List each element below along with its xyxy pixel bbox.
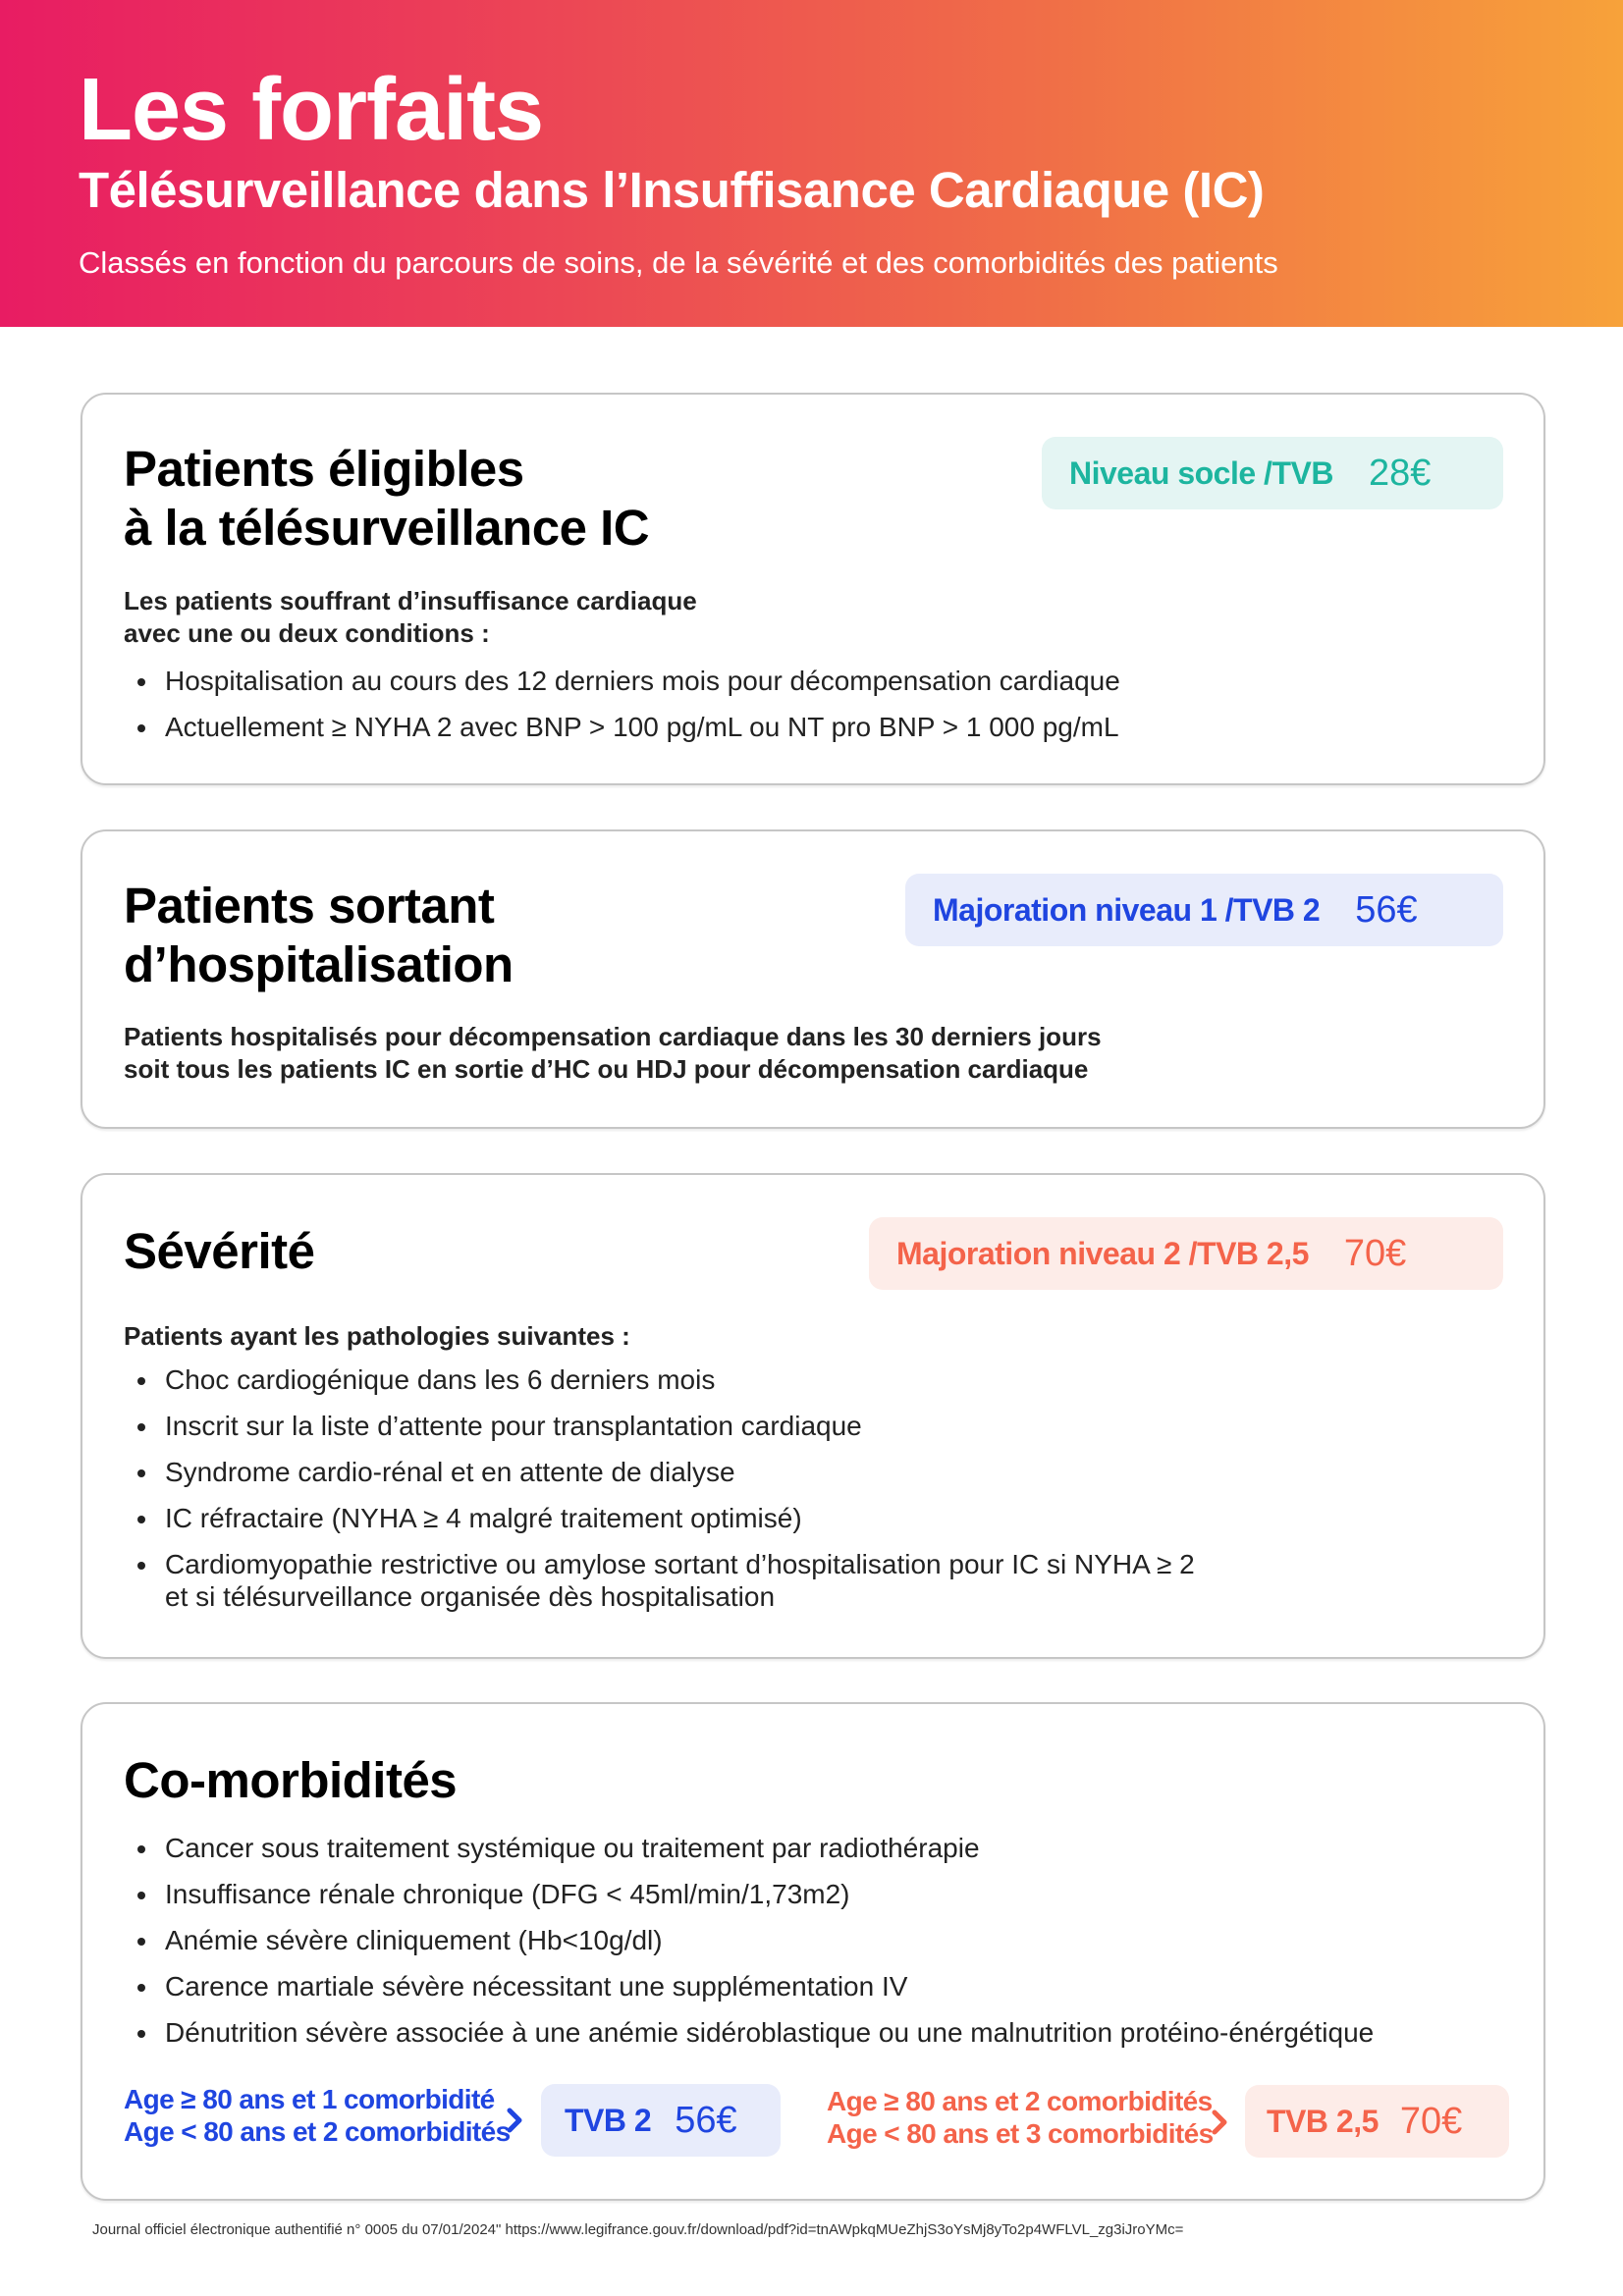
card-title-line-2: à la télésurveillance IC — [124, 500, 650, 556]
lead-line-1: Patients hospitalisés pour décompensation cardiaque dans les 30 derniers jours — [124, 1022, 1102, 1051]
chevron-right-icon — [501, 2101, 528, 2140]
list-item-continuation: et si télésurveillance organisée dès hospitalisation — [165, 1581, 776, 1612]
card-lead-text — [124, 1320, 630, 1353]
price-badge-majoration-1 — [905, 874, 1503, 946]
list-item: Actuellement ≥ NYHA 2 avec BNP > 100 pg/mL ou NT pro BNP > 1 000 pg/mL — [124, 711, 1120, 743]
card-post-hospitalisation — [81, 829, 1545, 1129]
lead-line-2: soit tous les patients IC en sortie d’HC ou HDJ pour décompensation cardiaque — [124, 1054, 1089, 1084]
page-subtitle: Télésurveillance dans l’Insuffisance Cardiaque (IC) — [79, 162, 1265, 218]
list-item: Choc cardiogénique dans les 6 derniers mois — [124, 1363, 1195, 1396]
badge-price: 70€ — [1399, 2100, 1463, 2142]
card-comorbidities — [81, 1702, 1545, 2201]
card-title-line-1: Patients éligibles — [124, 441, 524, 497]
price-badge-majoration-2 — [869, 1217, 1503, 1290]
badge-label: Majoration niveau 1 /TVB 2 — [933, 891, 1321, 928]
card-title — [124, 1222, 314, 1281]
list-item: Carence martiale sévère nécessitant une supplémentation IV — [124, 1970, 1374, 2002]
price-badge-tvb25 — [1245, 2085, 1509, 2158]
card-lead-text — [124, 585, 697, 650]
list-item: Dénutrition sévère associée à une anémie sidéroblastique ou une malnutrition protéino-énérgétique — [124, 2016, 1374, 2049]
list-item: Insuffisance rénale chronique (DFG < 45ml/min/1,73m2) — [124, 1878, 1374, 1910]
list-item: Inscrit sur la liste d’attente pour transplantation cardiaque — [124, 1410, 1195, 1442]
list-item-text: Cardiomyopathie restrictive ou amylose sortant d’hospitalisation pour IC si NYHA ≥ 2 — [165, 1549, 1195, 1579]
badge-price: 56€ — [675, 2099, 737, 2141]
price-badge-tvb2 — [541, 2084, 781, 2157]
age-rule-line-2: Age < 80 ans et 3 comorbidités — [827, 2118, 1214, 2149]
page-tagline: Classés en fonction du parcours de soins, de la sévérité et des comorbidités des patients — [79, 245, 1278, 280]
lead-line-2: avec une ou deux conditions : — [124, 618, 490, 648]
list-item — [124, 1548, 1195, 1613]
lead-line-1: Les patients souffrant d’insuffisance cardiaque — [124, 586, 697, 615]
age-rule-tvb25 — [827, 2085, 1214, 2150]
criteria-list — [124, 665, 1120, 757]
age-rule-line-1: Age ≥ 80 ans et 2 comorbidités — [827, 2086, 1213, 2116]
list-item: Syndrome cardio-rénal et en attente de dialyse — [124, 1456, 1195, 1488]
badge-price: 70€ — [1343, 1232, 1407, 1274]
badge-price: 56€ — [1355, 888, 1418, 931]
chevron-right-icon — [1206, 2103, 1233, 2142]
header-banner — [0, 0, 1623, 327]
age-rule-line-2: Age < 80 ans et 2 comorbidités — [124, 2116, 511, 2147]
badge-label: TVB 2,5 — [1267, 2103, 1379, 2139]
card-title-line-1: Patients sortant — [124, 878, 495, 934]
card-title — [124, 440, 649, 558]
card-lead-text — [124, 1021, 1102, 1086]
source-citation: Journal officiel électronique authentifié n° 0005 du 07/01/2024" https://www.legifrance.gouv.fr/download/pdf?id=tnAWpkqMUeZhjS3oYsMj8yTo2p4WFLVL_zg3iJroYMc= — [92, 2221, 1184, 2238]
badge-price: 28€ — [1368, 452, 1432, 494]
list-item: Anémie sévère cliniquement (Hb<10g/dl) — [124, 1924, 1374, 1956]
card-title-line-2: d’hospitalisation — [124, 936, 514, 992]
badge-label: Majoration niveau 2 /TVB 2,5 — [896, 1235, 1309, 1271]
age-rule-line-1: Age ≥ 80 ans et 1 comorbidité — [124, 2084, 495, 2114]
card-title — [124, 877, 514, 994]
badge-label: Niveau socle /TVB — [1069, 454, 1333, 491]
card-severity — [81, 1173, 1545, 1659]
badge-label: TVB 2 — [565, 2102, 652, 2138]
lead-line-1: Patients ayant les pathologies suivantes : — [124, 1321, 630, 1351]
card-title — [124, 1751, 457, 1810]
page-title: Les forfaits — [79, 61, 544, 159]
list-item: Hospitalisation au cours des 12 derniers mois pour décompensation cardiaque — [124, 665, 1120, 697]
card-eligible-patients — [81, 393, 1545, 785]
price-badge-niveau-socle — [1042, 437, 1503, 509]
comorbidity-list — [124, 1832, 1374, 2062]
card-title-line-1: Co-morbidités — [124, 1752, 458, 1808]
list-item: IC réfractaire (NYHA ≥ 4 malgré traitement optimisé) — [124, 1502, 1195, 1534]
card-title-line-1: Sévérité — [124, 1223, 315, 1279]
list-item: Cancer sous traitement systémique ou traitement par radiothérapie — [124, 1832, 1374, 1864]
age-rule-tvb2 — [124, 2083, 511, 2148]
pathology-list — [124, 1363, 1195, 1613]
